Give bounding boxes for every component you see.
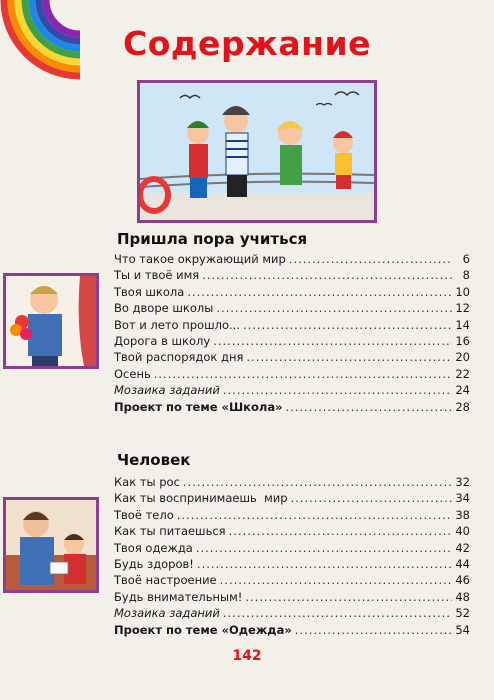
leader-dots — [202, 268, 453, 282]
toc-list-school — [114, 252, 470, 416]
leader-dots — [177, 508, 453, 522]
leader-dots — [196, 541, 453, 555]
toc-entry-title: Проект по теме «Школа» — [114, 399, 283, 414]
leader-dots — [243, 318, 452, 332]
toc-entry[interactable] — [114, 285, 470, 301]
leader-dots — [213, 334, 452, 348]
leader-dots — [246, 350, 452, 364]
leader-dots — [289, 252, 453, 266]
leader-dots — [220, 573, 453, 587]
toc-entry-page: 12 — [455, 301, 470, 316]
leader-dots — [229, 524, 453, 538]
toc-entry[interactable] — [114, 590, 470, 606]
toc-entry-title: Мозаика заданий — [114, 606, 220, 621]
toc-entry-title: Вот и лето прошло... — [114, 317, 240, 332]
toc-entry-page: 46 — [455, 573, 470, 588]
toc-entry-page: 48 — [455, 589, 470, 604]
leader-dots — [187, 285, 452, 299]
toc-entry-title: Во дворе школы — [114, 301, 214, 316]
boy-with-flowers-illustration — [3, 273, 99, 369]
toc-entry-page: 32 — [455, 475, 470, 489]
toc-entry-page: 14 — [455, 317, 470, 332]
toc-entry-title: Твоё тело — [114, 507, 174, 522]
leader-dots — [154, 367, 453, 381]
toc-entry-page: 16 — [455, 333, 470, 348]
leader-dots — [291, 491, 453, 505]
toc-entry[interactable] — [114, 557, 470, 573]
toc-entry-title: Осень — [114, 366, 151, 381]
leader-dots — [223, 606, 452, 620]
toc-entry-title: Твой распорядок дня — [114, 350, 244, 365]
section-title-human: Человек — [117, 451, 191, 469]
toc-entry-title: Как ты воспринимаешь мир — [114, 491, 288, 506]
page-number: 142 — [232, 648, 262, 664]
toc-entry-page: 42 — [455, 540, 470, 555]
toc-entry-page: 52 — [455, 606, 470, 621]
toc-entry-page: 38 — [455, 507, 470, 522]
section-title-school: Пришла пора учиться — [117, 230, 308, 248]
toc-entry-title: Проект по теме «Одежда» — [114, 622, 292, 637]
toc-entry[interactable] — [114, 623, 470, 639]
leader-dots — [197, 557, 452, 571]
toc-entry[interactable] — [114, 524, 470, 540]
toc-entry-page: 24 — [455, 383, 470, 398]
toc-entry[interactable] — [114, 367, 470, 383]
toc-entry[interactable] — [114, 350, 470, 366]
ship-illustration — [137, 80, 377, 223]
toc-entry-page: 54 — [455, 622, 470, 637]
toc-entry[interactable] — [114, 334, 470, 350]
toc-entry[interactable] — [114, 491, 470, 507]
toc-entry[interactable] — [114, 252, 470, 268]
toc-list-human — [114, 475, 470, 639]
toc-entry-page: 6 — [462, 252, 470, 266]
leader-dots — [183, 475, 452, 489]
toc-entry[interactable] — [114, 318, 470, 334]
toc-entry[interactable] — [114, 508, 470, 524]
leader-dots — [223, 383, 452, 397]
toc-entry-title: Твоя одежда — [114, 540, 193, 555]
toc-entry-title: Что такое окружающий мир — [114, 252, 286, 266]
leader-dots — [216, 301, 452, 315]
toc-entry-title: Будь внимательным! — [114, 589, 243, 604]
toc-entry-title: Ты и твоё имя — [114, 268, 200, 283]
toc-entry-title: Дорога в школу — [114, 333, 211, 348]
toc-entry-page: 28 — [455, 399, 470, 414]
toc-entry-title: Мозаика заданий — [114, 383, 220, 398]
toc-entry[interactable] — [114, 268, 470, 284]
leader-dots — [286, 400, 453, 414]
toc-entry-title: Твоё настроение — [114, 573, 217, 588]
toc-entry[interactable] — [114, 606, 470, 622]
toc-entry-page: 44 — [455, 556, 470, 571]
toc-entry-page: 40 — [455, 524, 470, 539]
page-title: Содержание — [123, 24, 371, 63]
toc-entry-page: 8 — [462, 268, 470, 283]
toc-entry-page: 20 — [455, 350, 470, 365]
father-and-child-illustration — [3, 497, 99, 593]
toc-entry[interactable] — [114, 475, 470, 491]
leader-dots — [245, 590, 452, 604]
toc-entry[interactable] — [114, 541, 470, 557]
leader-dots — [295, 623, 453, 637]
toc-entry-page: 22 — [455, 366, 470, 381]
toc-entry-page: 34 — [455, 491, 470, 506]
toc-entry[interactable] — [114, 383, 470, 399]
toc-entry-title: Как ты рос — [114, 475, 180, 489]
toc-entry-title: Как ты питаешься — [114, 524, 226, 539]
toc-entry-title: Будь здоров! — [114, 556, 194, 571]
toc-entry[interactable] — [114, 400, 470, 416]
toc-entry-page: 10 — [455, 284, 470, 299]
toc-entry[interactable] — [114, 573, 470, 589]
toc-entry[interactable] — [114, 301, 470, 317]
toc-entry-title: Твоя школа — [114, 284, 185, 299]
